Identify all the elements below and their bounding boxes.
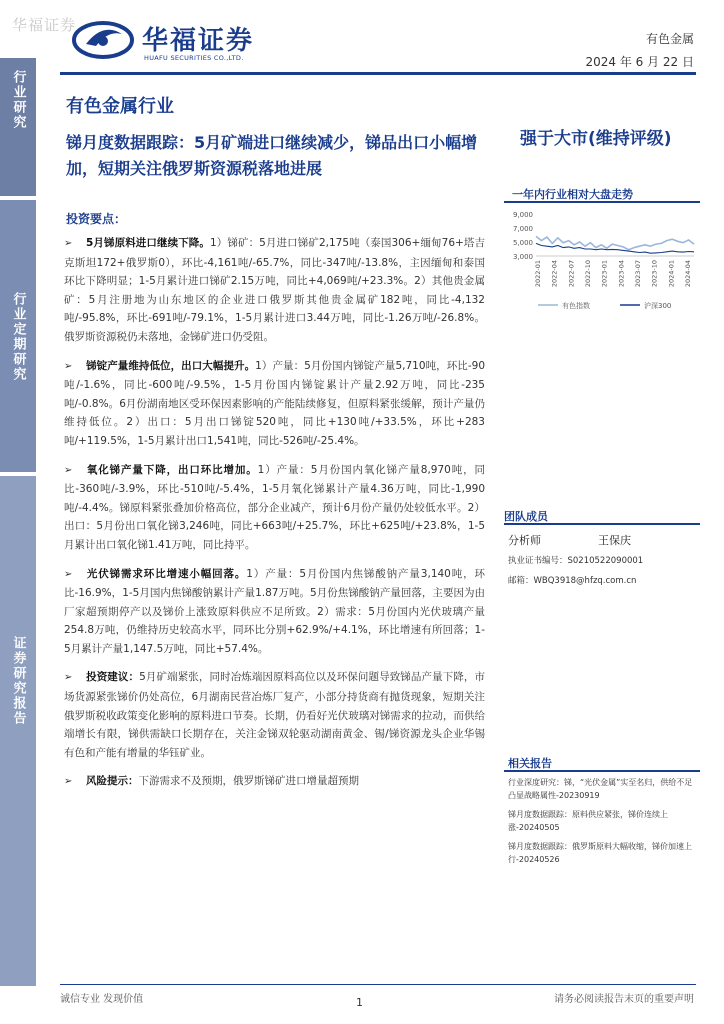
sidebar-section-securities-report: [0, 476, 36, 986]
highlight-paragraph: [64, 565, 485, 659]
logo-icon: [72, 20, 134, 60]
highlight-body: 下游需求不及预期，俄罗斯锑矿进口增量超预期: [138, 775, 359, 788]
industry-title: 有色金属行业: [66, 96, 174, 117]
highlight-body: 1）产量：5月份国内锑锭产量5,710吨，环比-90吨/-1.6%，同比-600吨/-9.5%，1-5月份国内锑锭累计产量2.92万吨，同比-235吨/-0.8%。6月份湖南地区受环保因素影响的产能陆续修复，但原料紧张缓解，预计产量仍维持低位。2）出口：5月出口锑锭520吨，同比+130吨/+33.5%，环比+283吨/+119.5%，1-5月累计出口1,541吨，同比-526吨/-25.4%。: [64, 359, 486, 447]
watermark-text: 华福证券: [12, 16, 77, 34]
highlight-paragraph: [64, 668, 485, 762]
logo-chinese-name: 华福证券: [142, 26, 255, 56]
highlight-body: 5月矿端紧张，同时冶炼端因原料高位以及环保问题导致锑品产量下降，市场货源紧张锑价仍处高位，6月湖南民营冶炼厂复产，小部分持货商有抛货现象，短期关注俄罗斯税收政策变化影响的原料进口节奏。长期，仍看好光伏玻璃对锑需求的拉动，而供给端增长有限，锑供需缺口长期存在，关注金锑双轮驱动湖南黄金、锡/锑资源龙头企业华锡有色和产能有增量的华钰矿业。: [64, 671, 485, 759]
highlight-lead: 投资建议：: [86, 671, 140, 684]
arrow-icon: ➢: [64, 238, 73, 249]
highlight-lead: 5月锑原料进口继续下降。: [86, 237, 210, 249]
arrow-icon: ➢: [64, 360, 73, 372]
sidebar-label-1: 行业研究: [10, 70, 26, 130]
highlights-content: [64, 234, 485, 802]
highlight-lead: 风险提示：: [86, 775, 139, 788]
analyst-card: [508, 532, 698, 586]
x-tick-label: 2023-10: [650, 260, 659, 288]
related-title: 相关报告: [508, 757, 552, 770]
header-meta: [585, 30, 694, 70]
highlights-title: 投资要点：: [66, 212, 127, 226]
sidebar-label-3: 证券研究报告: [10, 636, 26, 726]
y-tick-label: 3,000: [512, 253, 533, 261]
sidebar-section-periodic-research: [0, 200, 36, 472]
related-report-item[interactable]: 锑月度数据跟踪：原料供应紧张，锑价连续上涨-20240505: [508, 810, 668, 832]
rating: 强于大市(维持评级): [520, 129, 672, 149]
header-industry: 有色金属: [645, 32, 694, 46]
analyst-role: 分析师: [508, 534, 541, 547]
team-divider: [504, 523, 700, 525]
x-tick-label: 2023-04: [617, 260, 626, 288]
x-tick-label: 2023-07: [634, 260, 642, 288]
arrow-icon: ➢: [64, 672, 73, 684]
analyst-name: 王保庆: [598, 534, 631, 547]
footer-slogan: 诚信专业 发现价值: [60, 994, 144, 1005]
chart-title: 一年内行业相对大盘走势: [512, 188, 633, 201]
y-tick-label: 7,000: [512, 225, 533, 233]
x-tick-label: 2024-04: [684, 260, 692, 288]
highlight-paragraph: [64, 357, 485, 451]
highlight-body: 1）锑矿：5月进口锑矿2,175吨（泰国306+缅甸76+塔吉克斯坦172+俄罗斯0），环比-4,161吨/-65.7%，同比-347吨/-13.8%，主因缅甸和泰国环比下降明显；1-5月累计进口锑矿2.15万吨，同比+4,069吨/+23.3%。2）其他贵金属矿：5月注册地为山东地区的企业进口俄罗斯其他贵金属矿182吨，同比-4,132吨/-95.8%，环比-691吨/-79.1%，1-5月累计进口3.44万吨，同比-1.26万吨/-26.8%。俄罗斯资源税仍未落地，金锑矿进口仍受阻。: [64, 237, 485, 343]
related-reports: [508, 776, 700, 872]
performance-chart: [504, 204, 700, 316]
highlight-paragraph: [64, 234, 485, 347]
y-tick-label: 5,000: [512, 239, 533, 247]
company-logo: [72, 18, 262, 68]
chart-divider: [504, 201, 700, 203]
highlight-lead: 锑锭产量维持低位，出口大幅提升。: [86, 359, 256, 372]
legend-label: 有色指数: [562, 302, 590, 310]
arrow-icon: ➢: [64, 776, 73, 788]
highlight-lead: 氧化锑产量下降，出口环比增加。: [86, 463, 258, 476]
x-tick-label: 2022-01: [534, 260, 542, 288]
highlight-paragraph: [64, 461, 485, 555]
sidebar-label-2: 行业定期研究: [10, 292, 26, 382]
x-tick-label: 2024-01: [667, 260, 676, 288]
team-title: 团队成员: [504, 510, 548, 523]
report-title: 锑月度数据跟踪：5月矿端进口继续减少，锑品出口小幅增加，短期关注俄罗斯资源税落地进展: [66, 133, 478, 178]
footer-disclaimer: 请务必阅读报告末页的重要声明: [554, 994, 694, 1005]
related-report-item[interactable]: 锑月度数据跟踪：俄罗斯原料大幅收缩，锑价加速上行-20240526: [508, 842, 692, 864]
x-tick-label: 2022-04: [550, 260, 559, 288]
x-tick-label: 2022-07: [567, 260, 576, 288]
highlight-body: 1）产量：5月份国内氧化锑产量8,970吨，同比-360吨/-3.9%，环比-510吨/-5.4%，1-5月氧化锑累计产量4.36万吨，同比-1,990吨/-4.4%。锑原料紧张叠加价格高位，部分企业减产，预计6月份产量仍处较低水平。2）出口：5月份出口氧化锑3,246吨，同比+663吨/+25.7%，环比+625吨/+23.8%，1-5月累计出口氧化锑1.41万吨，同比持平。: [64, 463, 485, 551]
related-divider: [504, 770, 700, 772]
x-tick-label: 2022-10: [584, 260, 592, 288]
series-line: [536, 236, 694, 249]
arrow-icon: ➢: [64, 568, 73, 580]
header-date: 2024 年 6 月 22 日: [585, 55, 694, 69]
page-number: 1: [356, 996, 363, 1009]
header-divider: [60, 72, 696, 75]
footer-divider: [60, 984, 696, 985]
analyst-email[interactable]: 邮箱：WBQ3918@hfzq.com.cn: [508, 576, 637, 586]
highlight-body: 1）产量：5月份国内焦锑酸钠产量3,140吨，环比-16.9%，1-5月国内焦锑酸钠累计产量1.87万吨。5月份焦锑酸钠产量回落，主要因为由厂家超预期停产以及锑价上涨致原料供应不足所致。2）需求：5月份国内光伏玻璃产量254.8万吨，仍维持历史较高水平，同环比分别+62.9%/+4.1%，环比增速有所回落；1-5月累计产量1,147.5万吨，同比+57.4%。: [64, 567, 486, 655]
legend-label: 沪深300: [644, 302, 672, 310]
related-report-item[interactable]: 行业深度研究：锑，“光伏金属”实至名归，供给不足凸显战略属性-20230919: [508, 778, 693, 800]
y-tick-label: 9,000: [512, 211, 533, 219]
highlight-lead: 光伏锑需求环比增速小幅回落。: [86, 567, 247, 580]
highlight-paragraph: [64, 772, 485, 792]
logo-english-name: HUAFU SECURITIES CO.,LTD.: [144, 54, 244, 62]
x-tick-label: 2023-01: [600, 260, 609, 288]
arrow-icon: ➢: [64, 464, 73, 476]
analyst-license: 执业证书编号：S0210522090001: [508, 556, 644, 566]
sidebar-section-industry-research: [0, 58, 36, 196]
